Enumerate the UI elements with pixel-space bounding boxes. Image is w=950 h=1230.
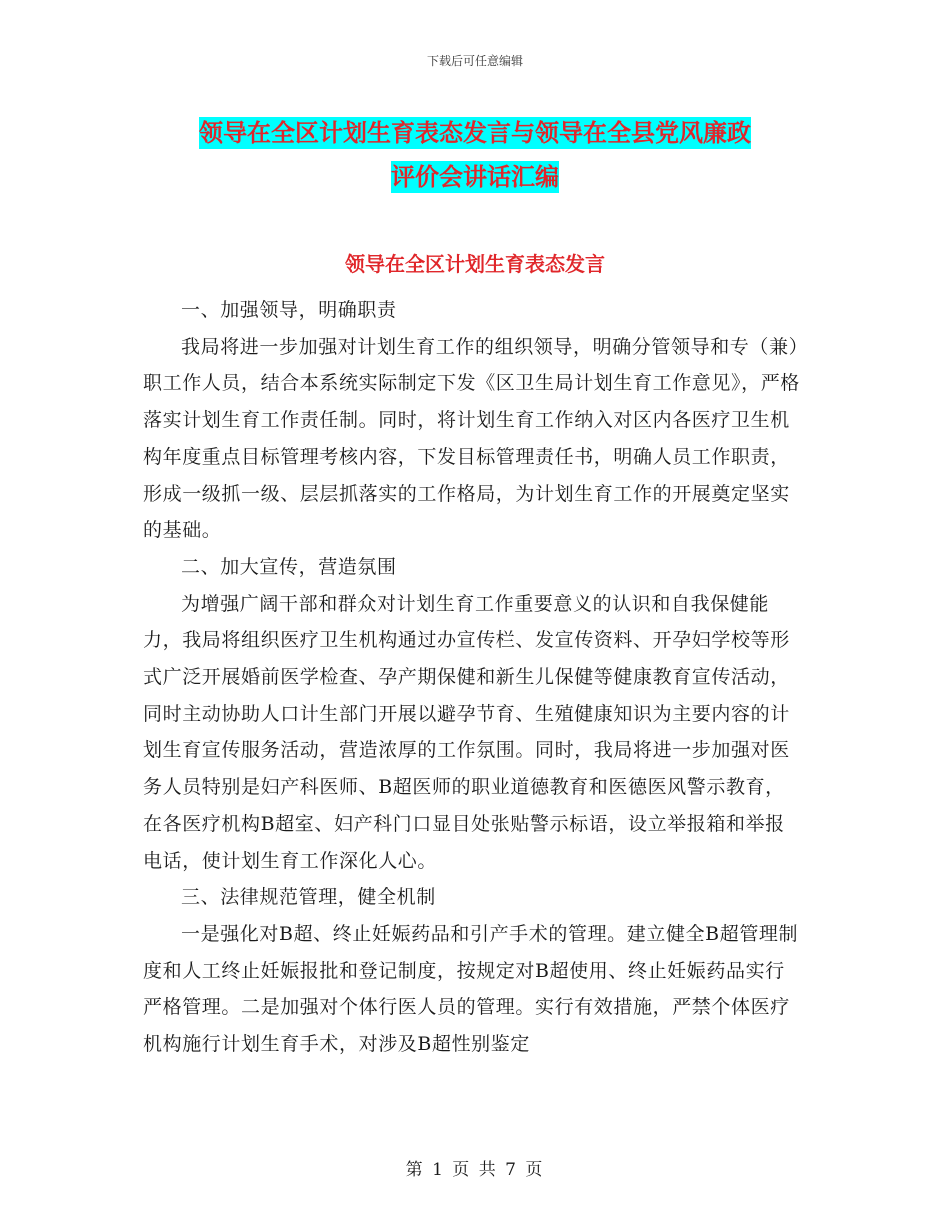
page-footer: 第 1 页 共 7 页 xyxy=(405,1160,545,1180)
paragraph-2: 为增强广阔干部和群众对计划生育工作重要意义的认识和自我保健能力，我局将组织医疗卫生机构通过办宣传栏、发宣传资料、开孕妇学校等形式广泛开展婚前医学检查、孕产期保健和新生儿保健等健康教育宣传活动，同时主动协助人口计生部门开展以避孕节育、生殖健康知识为主要内容的计划生育宣传服务活动，营造浓厚的工作氛围。同时，我局将进一步加强对医务人员特别是妇产科医师、B超医师的职业道德教育和医德医风警示教育，在各医疗机构B超室、妇产科门口显目处张贴警示标语，设立举报箱和举报电话，使计划生育工作深化人心。 xyxy=(143,592,790,872)
document-title-line-2 xyxy=(140,157,810,192)
header-note: 下载后可任意编辑 xyxy=(426,54,523,68)
title-highlight-1: 领导在全区计划生育表态发言与领导在全县党风廉政 xyxy=(199,119,751,147)
title-highlight-2: 评价会讲话汇编 xyxy=(391,163,559,191)
document-title-line-1 xyxy=(140,113,810,148)
paragraph-heading-1: 一、加强领导，明确职责 xyxy=(181,299,397,321)
paragraph-1: 我局将进一步加强对计划生育工作的组织领导，明确分管领导和专（兼）职工作人员，结合本系统实际制定下发《区卫生局计划生育工作意见》，严格落实计划生育工作责任制。同时，将计划生育工作纳入对区内各医疗卫生机构年度重点目标管理考核内容，下发目标管理责任书，明确人员工作职责，形成一级抓一级、层层抓落实的工作格局，为计划生育工作的开展奠定坚实的基础。 xyxy=(143,335,800,542)
body-text xyxy=(143,292,803,1063)
section-title: 领导在全区计划生育表态发言 xyxy=(345,252,605,276)
paragraph-heading-3: 三、法律规范管理，健全机制 xyxy=(181,886,436,909)
paragraph-3: 一是强化对B超、终止妊娠药品和引产手术的管理。建立健全B超管理制度和人工终止妊娠报批和登记制度，按规定对B超使用、终止妊娠药品实行严格管理。二是加强对个体行医人员的管理。实行有效措施，严禁个体医疗机构施行计划生育手术，对涉及B超性别鉴定 xyxy=(143,922,799,1056)
paragraph-heading-2: 二、加大宣传，营造氛围 xyxy=(181,555,397,578)
